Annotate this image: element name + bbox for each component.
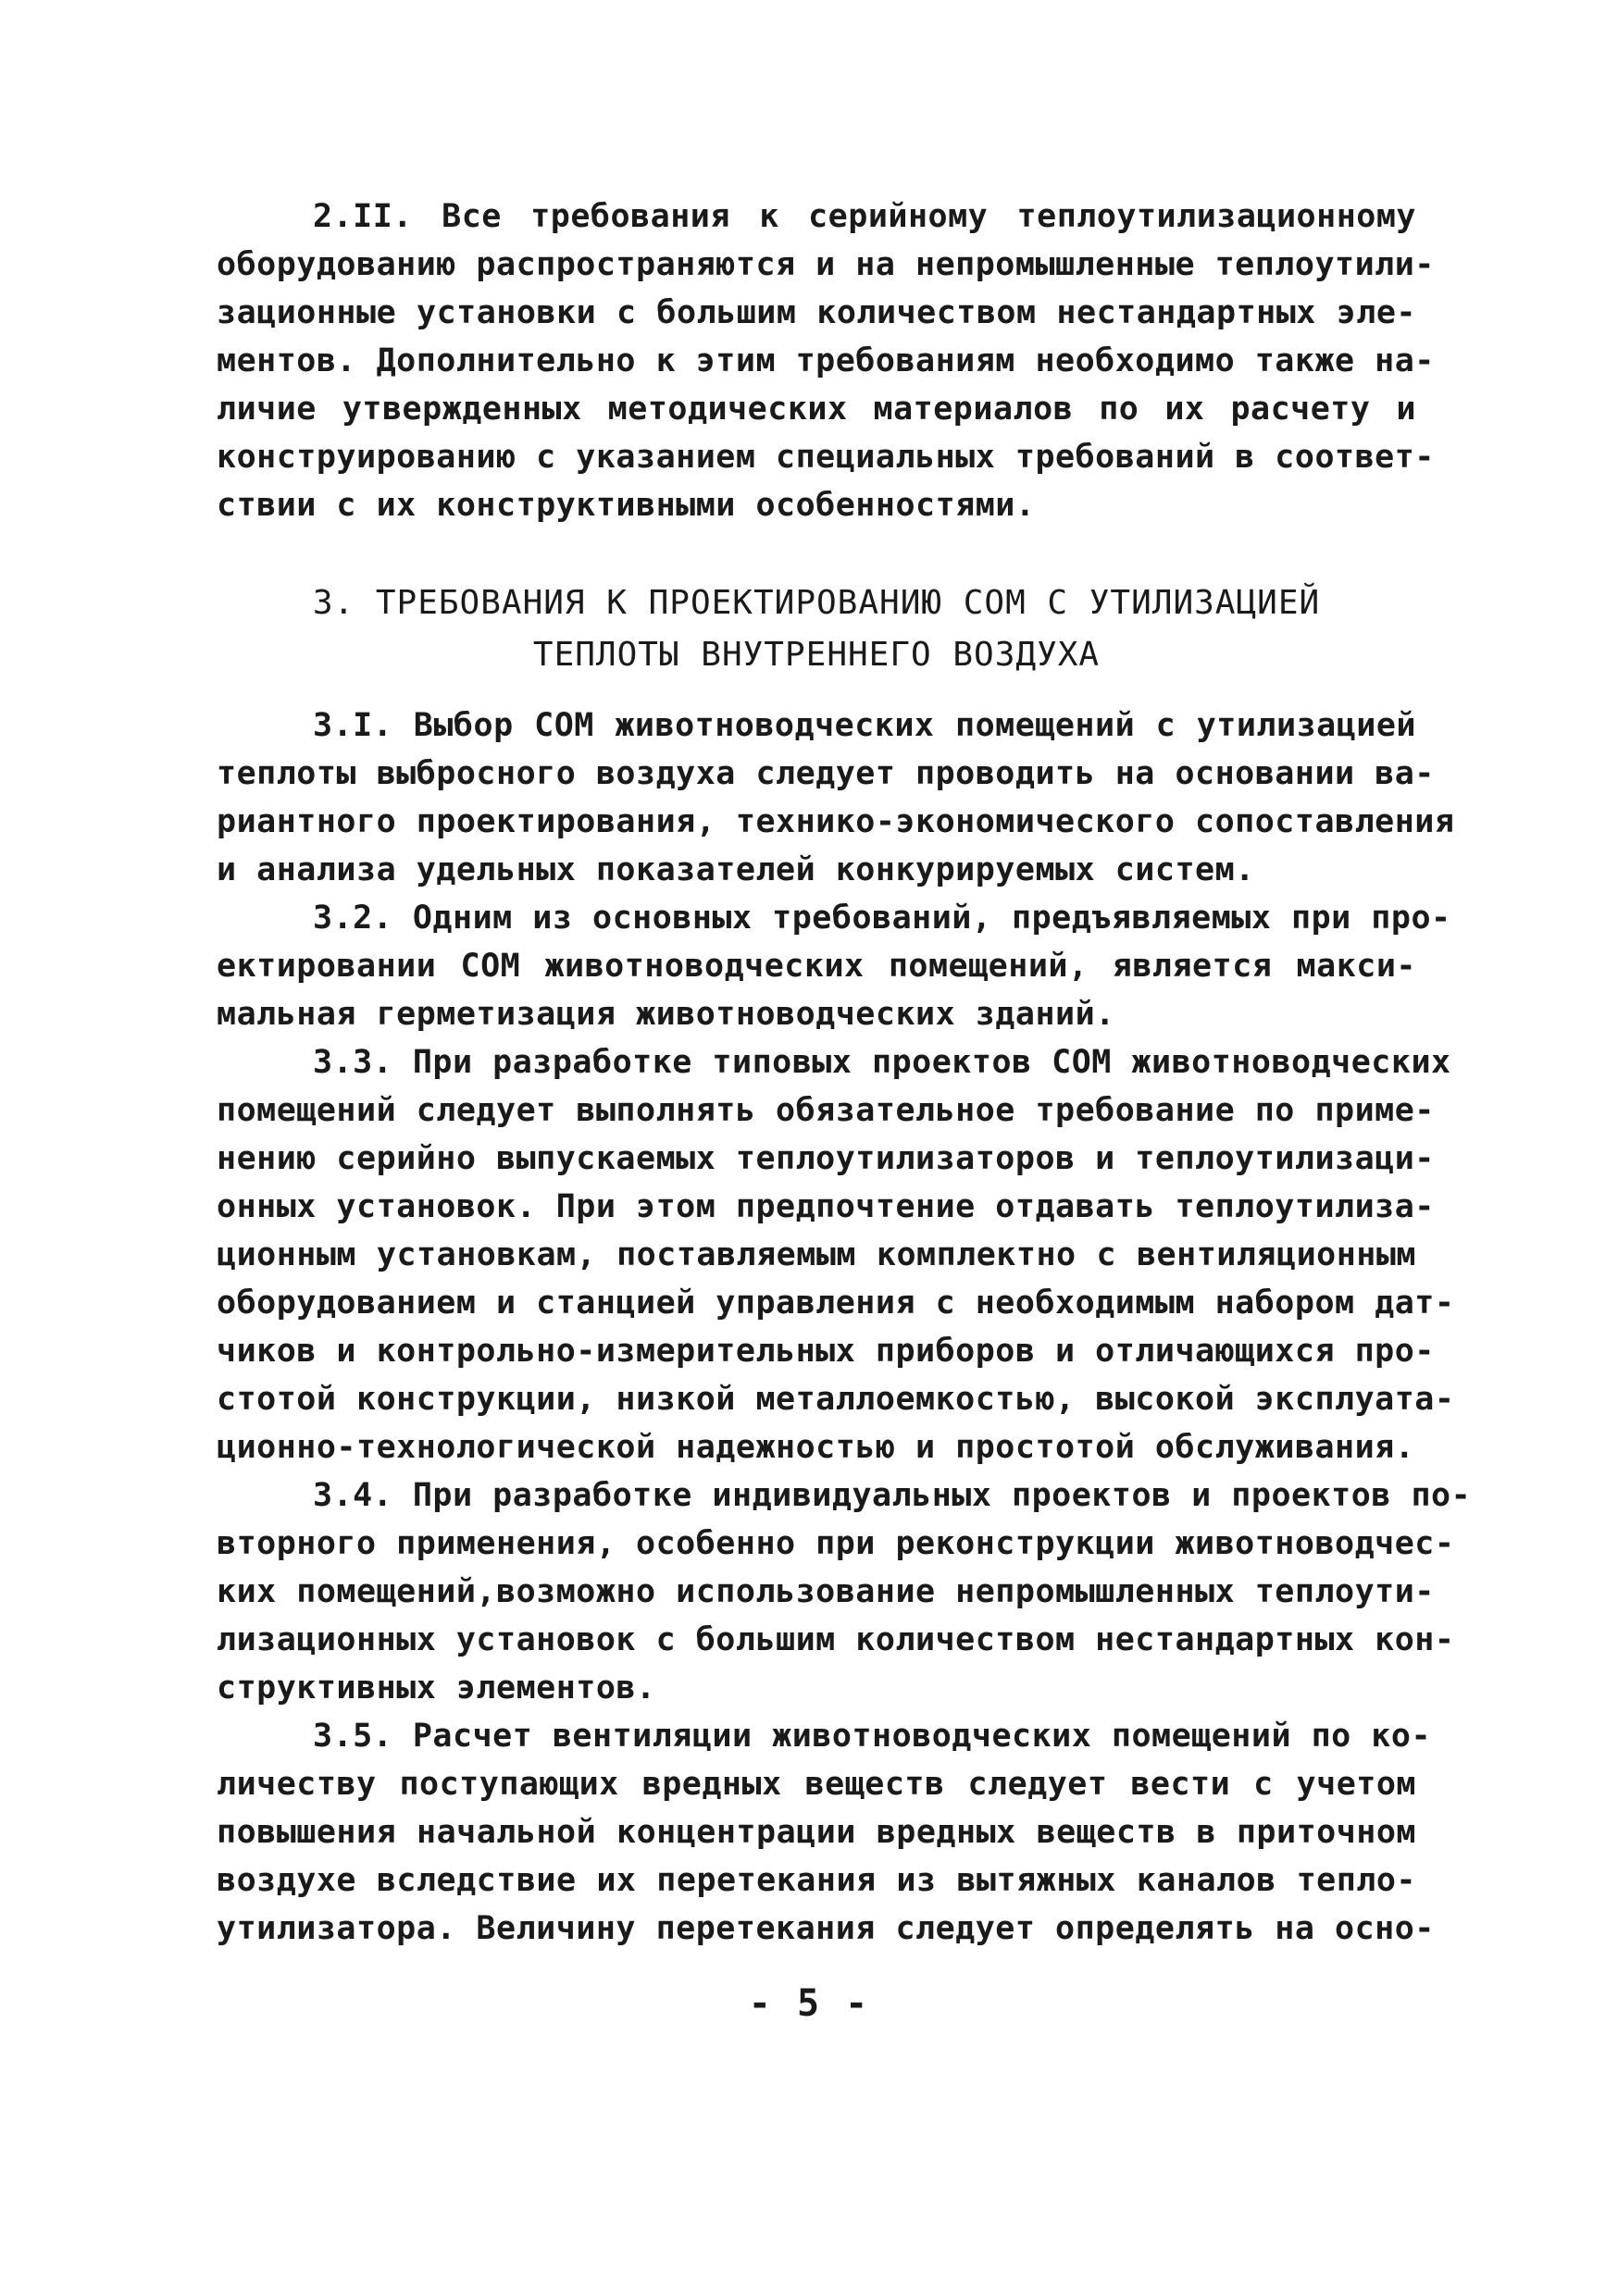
- text-line: личеству поступающих вредных веществ следует вести с учетом: [217, 1766, 1416, 1803]
- text-line: ционным установкам, поставляемым комплектно с вентиляционным: [217, 1236, 1416, 1273]
- text-line: оборудованию распространяются и на непромышленные теплоутили-: [217, 246, 1435, 283]
- text-line: теплоты выбросного воздуха следует проводить на основании ва-: [217, 755, 1435, 792]
- text-line: онных установок. При этом предпочтение отдавать теплоутилиза-: [217, 1188, 1435, 1225]
- text-line: 3.3. При разработке типовых проектов СОМ животноводческих: [313, 1044, 1451, 1081]
- paragraph-3-4: [217, 1471, 1472, 1712]
- text-line: риантного проектирования, технико-экономического сопоставления: [217, 803, 1455, 840]
- text-line: ционно-технологической надежностью и простотой обслуживания.: [217, 1429, 1415, 1466]
- text-line: и анализа удельных показателей конкурируемых систем.: [217, 851, 1255, 888]
- text-line: стотой конструкции, низкой металлоемкостью, высокой эксплуата-: [217, 1381, 1455, 1418]
- heading-line: 3. ТРЕБОВАНИЯ К ПРОЕКТИРОВАНИЮ СОМ С УТИЛИЗАЦИЕЙ: [312, 584, 1321, 622]
- paragraph-3-2: [217, 894, 1451, 1038]
- text-line: утилизатора. Величину перетекания следует определять на осно-: [217, 1910, 1435, 1947]
- paragraph-3-1: [217, 701, 1455, 894]
- text-line: мальная герметизация животноводческих зданий.: [217, 996, 1115, 1033]
- text-line: помещений следует выполнять обязательное требование по приме-: [217, 1092, 1435, 1129]
- section-3-heading: [217, 577, 1416, 681]
- text-line: 2.II. Все требования к серийному теплоутилизационному: [313, 198, 1416, 235]
- text-line: ствии с их конструктивными особенностями.: [217, 487, 1036, 524]
- text-line: повышения начальной концентрации вредных веществ в приточном: [217, 1814, 1416, 1851]
- text-line: личие утвержденных методических материалов по их расчету и: [217, 391, 1416, 428]
- text-line: структивных элементов.: [217, 1669, 656, 1706]
- paragraph-3-3: [217, 1038, 1455, 1471]
- text-line: лизационных установок с большим количеством нестандартных кон-: [217, 1621, 1455, 1658]
- paragraph-3-5: [217, 1712, 1435, 1953]
- page-number: - 5 -: [748, 1982, 870, 2025]
- heading-line: ТЕПЛОТЫ ВНУТРЕННЕГО ВОЗДУХА: [532, 636, 1101, 674]
- text-line: зационные установки с большим количеством нестандартных эле-: [217, 294, 1416, 331]
- text-line: 3.4. При разработке индивидуальных проектов и проектов по-: [313, 1477, 1472, 1514]
- text-line: ких помещений,возможно использование непромышленных теплоути-: [217, 1573, 1435, 1610]
- text-line: конструированию с указанием специальных требований в соответ-: [217, 439, 1435, 476]
- text-line: 3.I. Выбор СОМ животноводческих помещений с утилизацией: [313, 707, 1416, 744]
- paragraph-2-11: [217, 192, 1435, 529]
- text-line: ектировании СОМ животноводческих помещений, является макси-: [217, 948, 1416, 985]
- text-line: 3.2. Одним из основных требований, предъявляемых при про-: [313, 900, 1451, 937]
- text-line: нению серийно выпускаемых теплоутилизаторов и теплоутилизаци-: [217, 1140, 1435, 1177]
- text-line: вторного применения, особенно при реконструкции животноводчес-: [217, 1525, 1455, 1562]
- text-line: ментов. Дополнительно к этим требованиям необходимо также на-: [217, 342, 1435, 379]
- text-line: воздухе вследствие их перетекания из вытяжных каналов тепло-: [217, 1862, 1416, 1899]
- text-line: 3.5. Расчет вентиляции животноводческих помещений по ко-: [313, 1718, 1432, 1755]
- text-line: чиков и контрольно-измерительных приборов и отличающихся про-: [217, 1333, 1435, 1370]
- text-line: оборудованием и станцией управления с необходимым набором дат-: [217, 1285, 1455, 1322]
